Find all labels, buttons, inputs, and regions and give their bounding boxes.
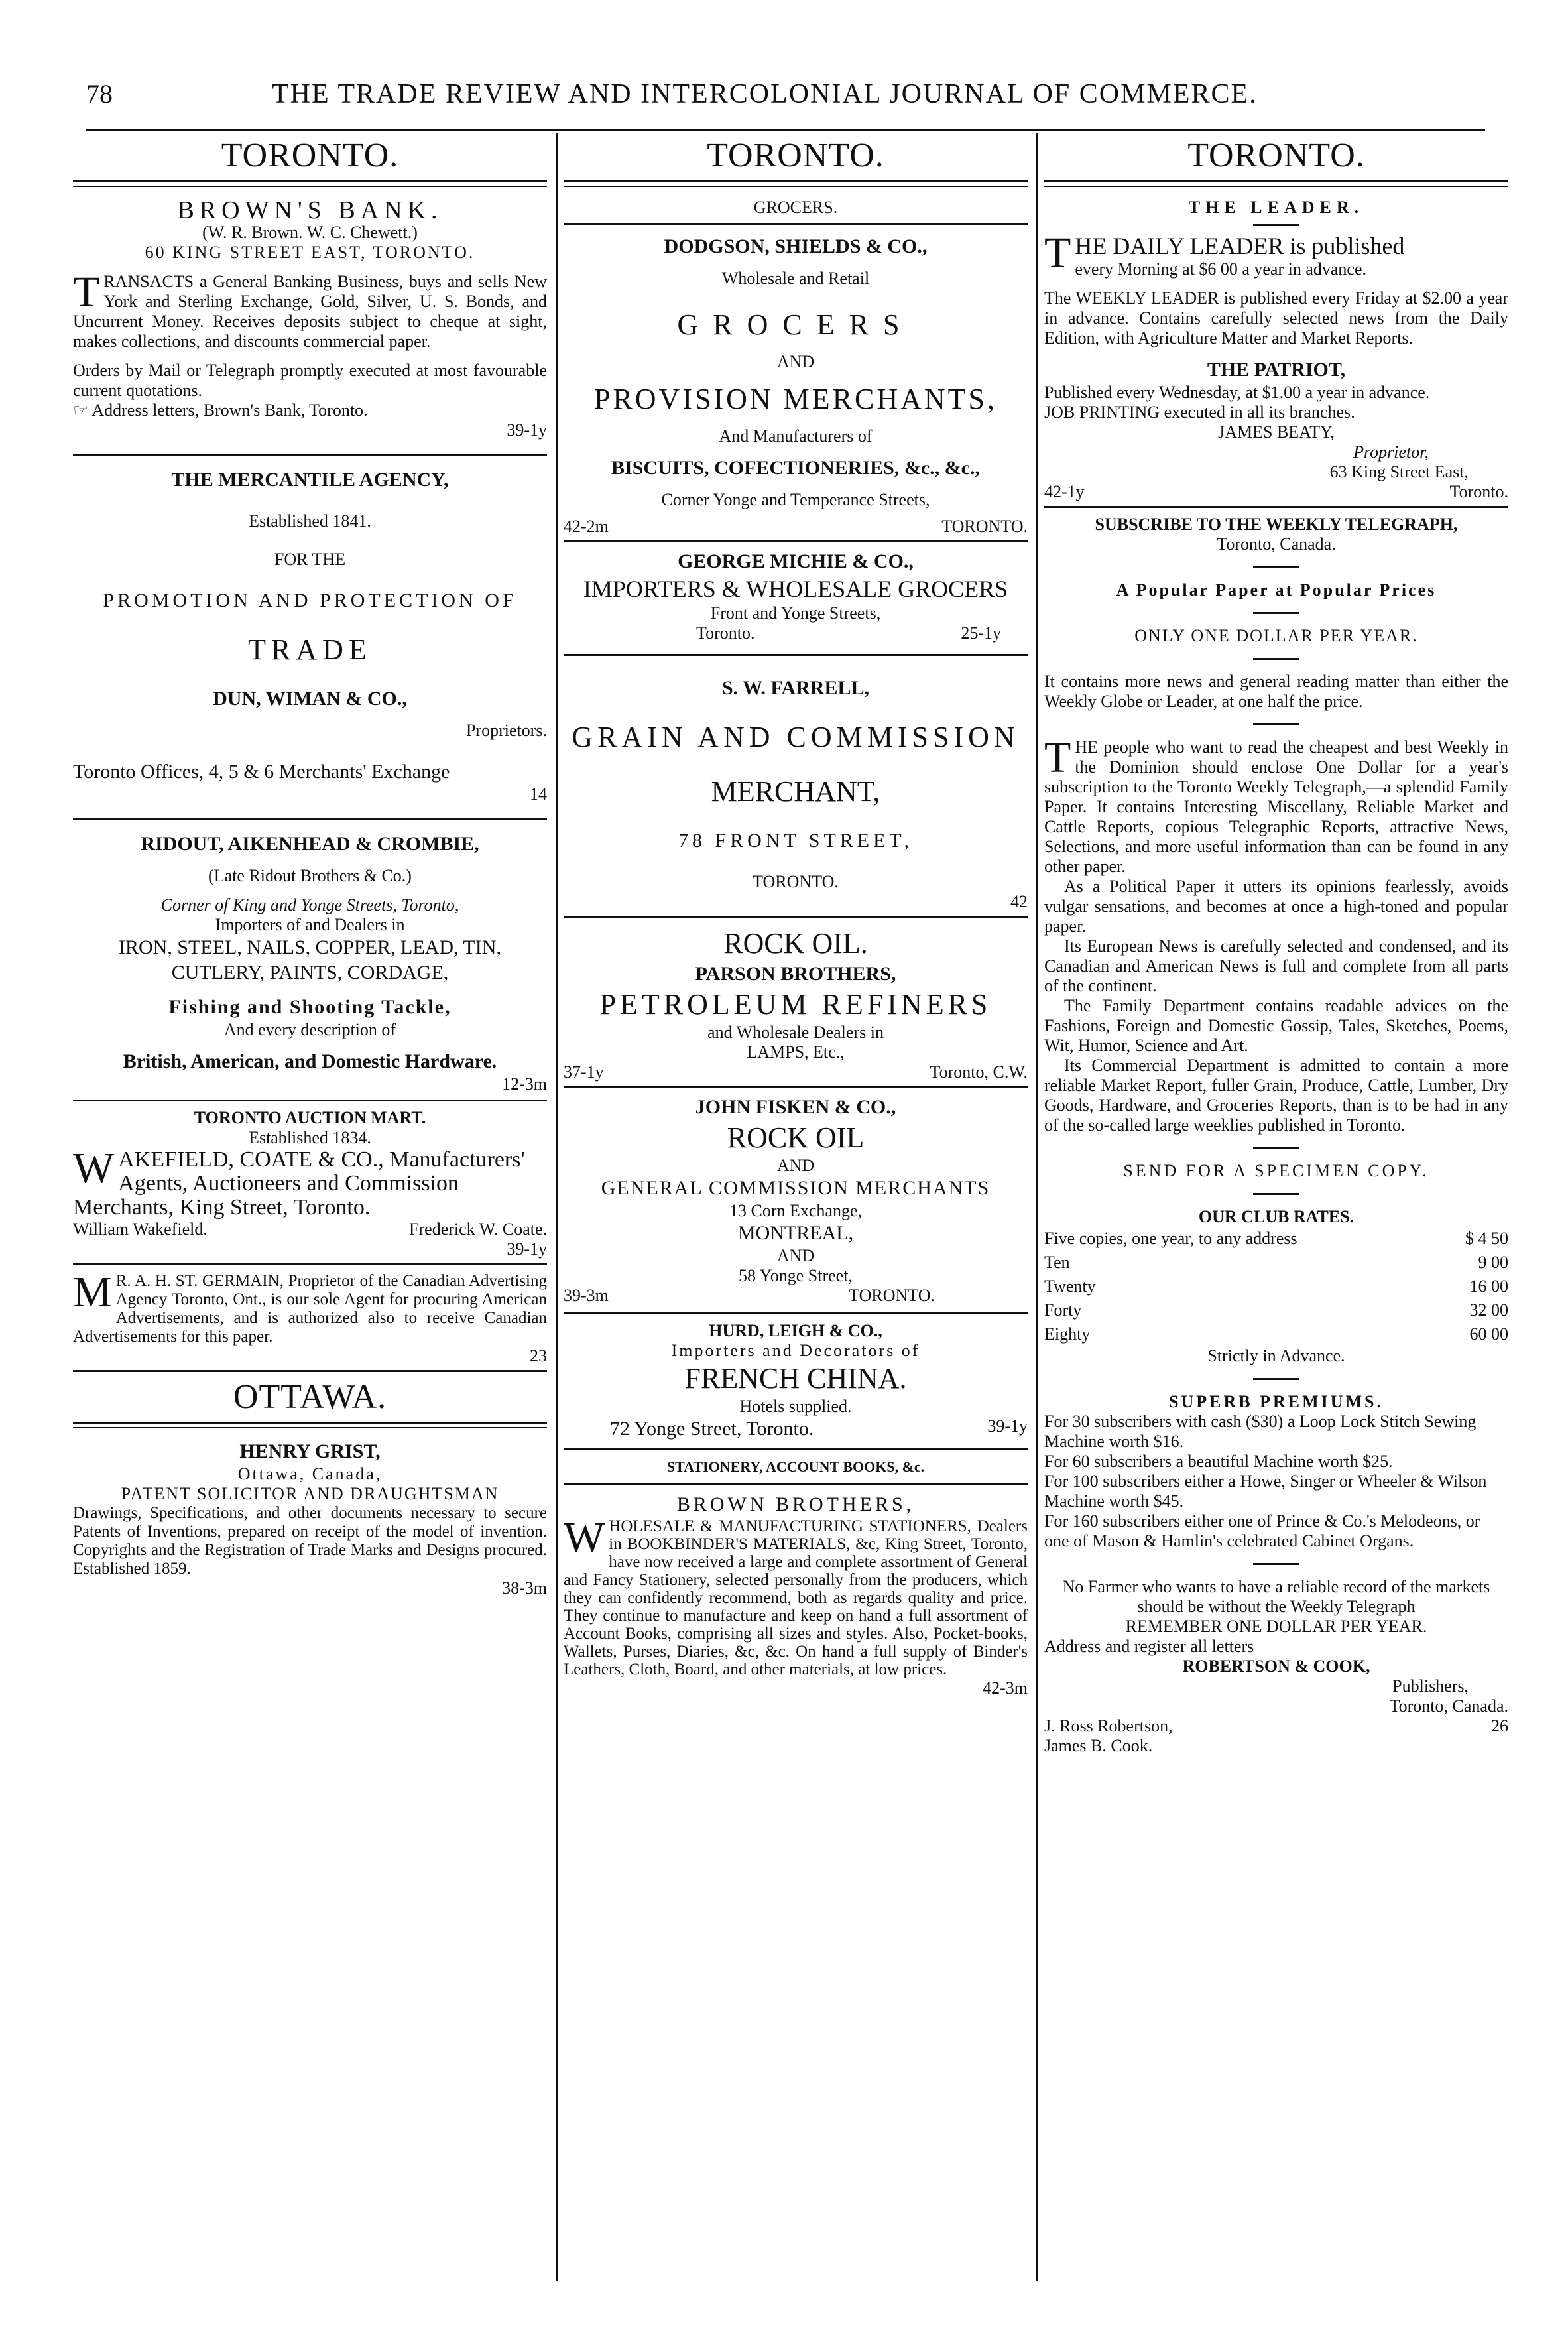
ad-mercantile-agency <box>73 468 547 804</box>
ad-streets: Front and Yonge Streets, <box>710 603 881 623</box>
club-rates-title: OUR CLUB RATES. <box>1198 1207 1355 1226</box>
ad-city: TORONTO. <box>753 872 839 891</box>
ad-corner: Corner of King and Yonge Streets, Toronto, <box>160 895 459 914</box>
double-rule <box>564 180 1028 187</box>
ad-title: BROWN'S BANK. <box>177 196 443 224</box>
ad-montreal: MONTREAL, <box>737 1222 854 1244</box>
ad-body: HOLESALE & MANUFACTURING STATIONERS, Dealers in BOOKBINDER'S MATERIALS, &c, King Street, Toronto, have now received a large and complete assortment of General and Fancy Stationery, selected personally from the producers, which they can confidently recommend, both as regards quality and price. They continue to manufacture and keep on hand a full assortment of Account Books, comprising all sizes and styles. Also, Pocket-books, Wallets, Purses, Diaries, &c, &c. On hand a full supply of Binder's Leathers, Cloth, Board, and other materials, at low prices. <box>564 1517 1028 1678</box>
ad-code: 39-1y <box>507 420 547 440</box>
ad-code: 38-3m <box>502 1578 547 1598</box>
ad-established: Established 1834. <box>249 1128 371 1147</box>
ad-remember: REMEMBER ONE DOLLAR PER YEAR. <box>1125 1617 1427 1636</box>
short-rule <box>1253 566 1299 568</box>
ad-code: 14 <box>530 785 547 804</box>
column-middle <box>564 136 1028 2271</box>
ad-code: 25-1y <box>961 623 1001 643</box>
ad-specimen: SEND FOR A SPECIMEN COPY. <box>1123 1161 1429 1180</box>
ad-offices: Toronto Offices, 4, 5 & 6 Merchants' Exchange <box>73 761 450 783</box>
ad-firm: ROBERTSON & COOK, <box>1182 1657 1370 1676</box>
ad-title: THE MERCANTILE AGENCY, <box>171 469 449 491</box>
separator-rule <box>73 818 547 820</box>
section-heading: STATIONERY, ACCOUNT BOOKS, &c. <box>666 1458 925 1475</box>
ad-ottawa <box>73 1377 547 1598</box>
city-heading: TORONTO. <box>707 137 884 174</box>
ad-address: 63 King Street East, <box>1329 462 1469 481</box>
ad-name: HENRY GRIST, <box>239 1440 381 1462</box>
ad-firm: PARSON BROTHERS, <box>695 963 896 985</box>
table-row <box>1044 1298 1508 1322</box>
ad-code: 23 <box>530 1346 547 1365</box>
ad-firm: DUN, WIMAN & CO., <box>213 688 407 710</box>
ad-city: TORONTO. <box>849 1286 935 1305</box>
ad-city: Toronto, Canada. <box>1389 1696 1508 1716</box>
ad-line: IMPORTERS & WHOLESALE GROCERS <box>583 576 1008 602</box>
ad-dodgson <box>564 234 1028 536</box>
ad-dealers: and Wholesale Dealers in <box>707 1023 884 1042</box>
ad-every: And every description of <box>223 1020 396 1039</box>
short-rule <box>1253 723 1299 725</box>
ad-proprietors: Proprietors. <box>465 721 547 740</box>
ad-late: (Late Ridout Brothers & Co.) <box>208 866 412 885</box>
separator-rule <box>1044 506 1508 508</box>
ad-code: 42-1y <box>1044 482 1085 501</box>
drop-cap: M <box>73 1268 112 1316</box>
separator-rule <box>564 1086 1028 1088</box>
short-rule <box>1253 224 1299 226</box>
ad-weekly-telegraph <box>1044 515 1508 1756</box>
ad-yonge: 58 Yonge Street, <box>739 1266 853 1285</box>
separator-rule <box>564 1448 1028 1450</box>
ad-code: 12-3m <box>502 1074 547 1094</box>
ad-and: AND <box>776 1246 815 1265</box>
ad-political: As a Political Paper it utters its opinions fearlessly, avoids vulgar sensations, and becomes at once a high-toned and popular paper. <box>1044 877 1508 936</box>
ad-address: 60 KING STREET EAST, TORONTO. <box>145 243 475 262</box>
ad-firm: BROWN BROTHERS, <box>676 1493 915 1515</box>
ad-line: PETROLEUM REFINERS <box>599 988 992 1021</box>
ad-commercial: Its Commercial Department is admitted to contain a more reliable Market Report, fuller Grain, Produce, Cattle, Lumber, Dry Goods, Hardware, and Groceries Reports, than is to be had in any of the so-called large weeklies published in Toronto. <box>1044 1056 1508 1135</box>
ad-name-left: William Wakefield. <box>73 1220 208 1239</box>
rate-label: Forty <box>1044 1300 1082 1320</box>
ad-trade: TRADE <box>248 633 372 666</box>
ad-european: Its European News is carefully selected and condensed, and its Canadian and American News is full and complete from all parts of the continent. <box>1044 936 1508 995</box>
ad-brown-brothers <box>564 1492 1028 1698</box>
rate-price: 9 00 <box>1478 1253 1508 1272</box>
separator-rule <box>73 1100 547 1101</box>
ad-hardware: British, American, and Domestic Hardware. <box>123 1050 497 1072</box>
ad-importers: Importers of and Dealers in <box>215 915 405 934</box>
ad-patriot-body: Published every Wednesday, at $1.00 a year in advance. <box>1044 383 1430 402</box>
premiums-title: SUPERB PREMIUMS. <box>1168 1392 1384 1411</box>
ad-name: S. W. FARRELL, <box>721 677 869 699</box>
ad-for-the: FOR THE <box>274 550 346 569</box>
ad-orders: Orders by Mail or Telegraph promptly executed at most favourable current quotations. <box>73 361 547 400</box>
ad-firm: HURD, LEIGH & CO., <box>709 1321 882 1340</box>
ad-goods: IRON, STEEL, NAILS, COPPER, LEAD, TIN, CUTLERY, PAINTS, CORDAGE, <box>119 936 501 983</box>
ad-title: RIDOUT, AIKENHEAD & CROMBIE, <box>141 833 479 855</box>
ad-sub: every Morning at $6 00 a year in advance. <box>1075 259 1366 279</box>
ad-farrell <box>564 676 1028 912</box>
ad-title: TORONTO AUCTION MART. <box>194 1108 426 1127</box>
short-rule <box>1253 612 1299 614</box>
column-right <box>1044 136 1508 2271</box>
ad-family: The Family Department contains readable advices on the Fashions, Foreign and Domestic Gossip, Tales, Sketches, Poems, Wit, Humor, Science and Art. <box>1044 996 1508 1055</box>
ad-dollar: ONLY ONE DOLLAR PER YEAR. <box>1134 626 1418 645</box>
ad-publishers: Publishers, <box>1392 1676 1469 1696</box>
ad-body: R. A. H. ST. GERMAIN, Proprietor of the Canadian Advertising Agency Toronto, Ont., is our sole Agent for procuring American Advertisements, and is authorized also to receive Canadian Advertisements for this paper. <box>73 1272 547 1346</box>
ad-title: ROCK OIL. <box>723 927 868 960</box>
page-header <box>86 78 1485 125</box>
ad-mfr: And Manufacturers of <box>719 426 873 446</box>
ad-city: TORONTO. <box>941 517 1028 536</box>
ad-title: PATENT SOLICITOR AND DRAUGHTSMAN <box>121 1484 499 1503</box>
ad-partners: (W. R. Brown. W. C. Chewett.) <box>202 223 418 242</box>
ad-grocers: GROCERS <box>677 308 914 341</box>
ad-code: 42-2m <box>564 517 609 536</box>
separator-rule <box>564 1312 1028 1314</box>
table-row <box>1044 1251 1508 1275</box>
rate-price: 16 00 <box>1469 1277 1508 1296</box>
short-rule <box>1253 1563 1299 1565</box>
double-rule <box>1044 180 1508 187</box>
short-rule <box>1253 1147 1299 1149</box>
ad-address-letters: ☞ Address letters, Brown's Bank, Toronto. <box>73 401 368 420</box>
ad-patriot: THE PATRIOT, <box>1207 359 1346 381</box>
rate-label: Twenty <box>1044 1277 1096 1296</box>
separator-rule <box>73 1263 547 1265</box>
ad-biscuits: BISCUITS, COFECTIONERIES, &c., &c., <box>611 457 980 479</box>
ad-code: 42 <box>1010 892 1028 911</box>
separator-rule <box>564 654 1028 656</box>
ad-proprietor: Proprietor, <box>1353 442 1429 462</box>
city-heading: OTTAWA. <box>233 1378 387 1416</box>
ad-china: FRENCH CHINA. <box>684 1362 907 1395</box>
drop-cap: T <box>1044 733 1071 782</box>
ad-st-germain <box>73 1268 547 1366</box>
city-heading: TORONTO. <box>1187 137 1365 174</box>
ad-body: AKEFIELD, COATE & CO., Manufacturers' Agents, Auctioneers and Commission Merchants, King Street, Toronto. <box>73 1147 525 1220</box>
premium-item: For 100 subscribers either a Howe, Singer or Wheeler & Wilson Machine worth $45. <box>1044 1472 1487 1511</box>
rate-price: $ 4 50 <box>1465 1229 1508 1248</box>
section-heading: GROCERS. <box>753 198 838 217</box>
drop-cap: T <box>1044 229 1071 277</box>
ad-ridout <box>73 832 547 1094</box>
ad-line: Importers and Decorators of <box>671 1341 920 1360</box>
ad-proprietor-name: JAMES BEATY, <box>1218 422 1335 442</box>
club-rates-table <box>1044 1227 1508 1346</box>
ad-and: AND <box>776 1156 815 1175</box>
ad-popular: A Popular Paper at Popular Prices <box>1116 580 1437 599</box>
ad-city: Toronto. <box>696 623 755 643</box>
rate-price: 60 00 <box>1469 1324 1508 1344</box>
ad-grain: GRAIN AND COMMISSION <box>572 721 1020 753</box>
column-divider <box>556 133 558 2281</box>
separator-rule <box>564 223 1028 225</box>
short-rule <box>1253 1193 1299 1195</box>
column-left <box>73 136 547 2271</box>
ad-leader <box>1044 198 1508 502</box>
drop-cap: W <box>564 1513 605 1562</box>
ad-contains: It contains more news and general reading matter than either the Weekly Globe or Leader, at one half the price. <box>1044 672 1508 711</box>
ad-corn: 13 Corn Exchange, <box>729 1201 862 1220</box>
ad-hurd <box>564 1321 1028 1442</box>
ad-city: Toronto. <box>1449 482 1508 501</box>
ad-title: ROCK OIL <box>727 1121 865 1154</box>
ad-parson <box>564 926 1028 1082</box>
drop-cap: T <box>73 268 100 316</box>
ad-fisken <box>564 1095 1028 1306</box>
ad-code: 39-1y <box>507 1239 547 1259</box>
ad-code: 39-3m <box>564 1286 609 1305</box>
ad-corner: Corner Yonge and Temperance Streets, <box>661 490 930 509</box>
ad-farmer: No Farmer who wants to have a reliable record of the markets should be without the Weekly Telegraph <box>1062 1577 1490 1616</box>
separator-rule <box>73 1370 547 1372</box>
ad-michie <box>564 549 1028 643</box>
journal-title: THE TRADE REVIEW AND INTERCOLONIAL JOURNAL OF COMMERCE. <box>272 79 1258 109</box>
rate-label: Five copies, one year, to any address <box>1044 1229 1297 1248</box>
ad-title: SUBSCRIBE TO THE WEEKLY TELEGRAPH, <box>1095 515 1458 534</box>
ad-and: AND <box>776 352 815 371</box>
separator-rule <box>564 1483 1028 1485</box>
premium-item: For 30 subscribers with cash ($30) a Loop Lock Stitch Sewing Machine worth $16. <box>1044 1412 1477 1451</box>
ad-address: 72 Yonge Street, Toronto. <box>610 1418 814 1440</box>
ad-browns-bank <box>73 198 547 440</box>
ad-place: Ottawa, Canada, <box>237 1464 383 1483</box>
double-rule <box>73 180 547 187</box>
table-row <box>1044 1227 1508 1251</box>
ad-address: Address and register all letters <box>1044 1637 1254 1656</box>
ad-name-2: James B. Cook. <box>1044 1736 1153 1755</box>
ad-headline: HE DAILY LEADER is published <box>1075 233 1405 259</box>
rate-price: 32 00 <box>1469 1300 1508 1320</box>
ad-promotion: PROMOTION AND PROTECTION OF <box>103 590 517 611</box>
city-heading: TORONTO. <box>221 137 399 174</box>
ad-established: Established 1841. <box>249 511 371 531</box>
ad-strictly: Strictly in Advance. <box>1207 1346 1345 1365</box>
ad-city: Toronto, C.W. <box>930 1062 1028 1082</box>
ad-code: 26 <box>1491 1716 1508 1735</box>
ad-auction-mart <box>73 1108 547 1259</box>
separator-rule <box>564 916 1028 918</box>
rate-label: Eighty <box>1044 1324 1091 1344</box>
ad-firm: JOHN FISKEN & CO., <box>695 1096 896 1118</box>
ad-lamps: LAMPS, Etc., <box>747 1042 845 1062</box>
ad-code: 42-3m <box>983 1678 1028 1698</box>
ad-code: 39-1y <box>987 1416 1028 1436</box>
ad-title: THE LEADER. <box>1188 198 1364 217</box>
ad-line: GENERAL COMMISSION MERCHANTS <box>601 1177 991 1199</box>
ad-city: Toronto, Canada. <box>1217 535 1336 554</box>
ad-sub: Wholesale and Retail <box>721 269 870 288</box>
premium-item: For 160 subscribers either one of Prince & Co.'s Melodeons, or one of Mason & Hamlin's celebrated Cabinet Organs. <box>1044 1511 1480 1550</box>
ad-firm: DODGSON, SHIELDS & CO., <box>664 235 928 257</box>
ad-code: 37-1y <box>564 1062 604 1082</box>
ad-job: JOB PRINTING executed in all its branches. <box>1044 403 1355 422</box>
short-rule <box>1253 1378 1299 1380</box>
separator-rule <box>73 454 547 456</box>
ad-hotels: Hotels supplied. <box>739 1397 852 1416</box>
ad-body: Drawings, Specifications, and other documents necessary to secure Patents of Inventions, prepared on receipt of the model of invention. Copyrights and the Registration of Trade Marks and Designs procured. Established 1859. <box>73 1504 547 1578</box>
page-number: 78 <box>86 79 113 109</box>
ad-body: RANSACTS a General Banking Business, buys and sells New York and Sterling Exchange, Gold, Silver, U. S. Bonds, and Uncurrent Money. Receives deposits subject to cheque at sight, makes collections, and discounts commercial paper. <box>73 272 547 351</box>
ad-people: HE people who want to read the cheapest and best Weekly in the Dominion should enclose One Dollar for a year's subscription to the Toronto Weekly Telegraph,—a splendid Family Paper. It contains Interesting Miscellany, Reliable Market and Cattle Reports, copious Telegraphic Reports, attractive News, Selections, and more useful information than can be found in any other paper. <box>1044 737 1508 876</box>
ad-name-1: J. Ross Robertson, <box>1044 1716 1173 1735</box>
table-row <box>1044 1322 1508 1346</box>
short-rule <box>1253 658 1299 660</box>
separator-rule <box>564 540 1028 542</box>
table-row <box>1044 1275 1508 1298</box>
ad-name-right: Frederick W. Coate. <box>409 1220 547 1239</box>
header-rule <box>86 129 1485 131</box>
ad-street: 78 FRONT STREET, <box>678 830 914 851</box>
premium-item: For 60 subscribers a beautiful Machine worth $25. <box>1044 1452 1393 1471</box>
rate-label: Ten <box>1044 1253 1070 1272</box>
ad-merchant: MERCHANT, <box>711 775 880 808</box>
drop-cap: W <box>73 1144 115 1192</box>
ad-weekly: The WEEKLY LEADER is published every Friday at $2.00 a year in advance. Contains carefully selected news from the Daily Edition, with Agriculture Matter and Market Reports. <box>1044 288 1508 347</box>
ad-provision: PROVISION MERCHANTS, <box>593 383 998 415</box>
ad-fishing: Fishing and Shooting Tackle, <box>168 996 452 1018</box>
double-rule <box>73 1422 547 1428</box>
ad-firm: GEORGE MICHIE & CO., <box>678 550 914 572</box>
column-divider <box>1036 133 1038 2281</box>
